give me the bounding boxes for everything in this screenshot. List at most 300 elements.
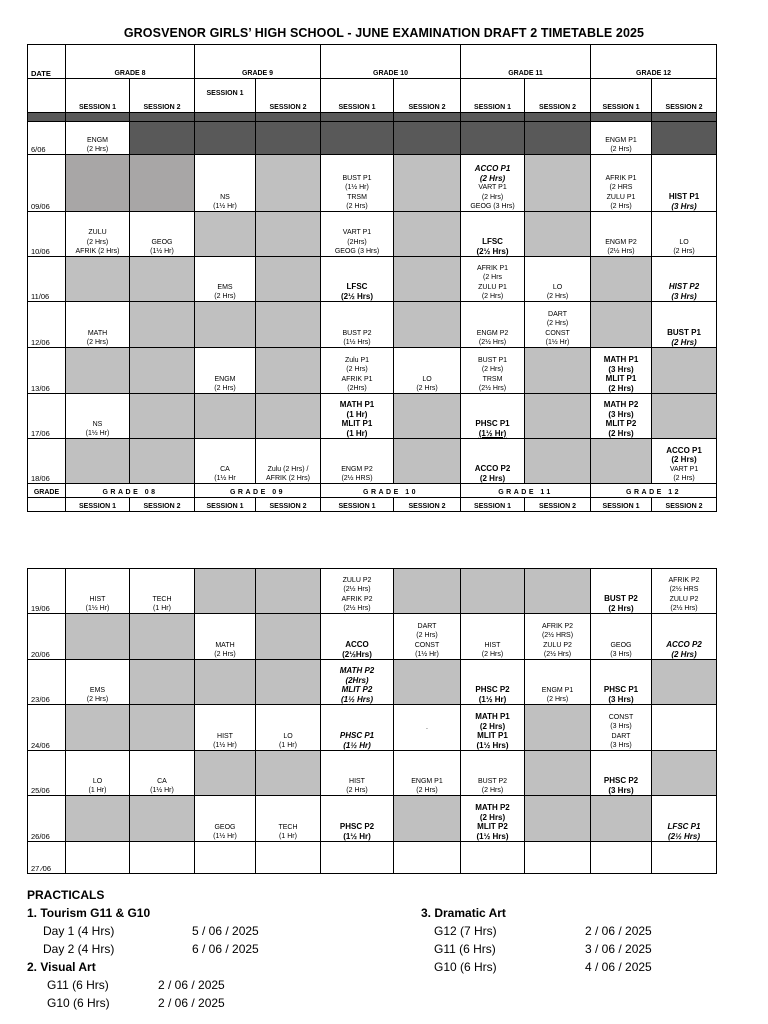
cell-line: PHSC P2 <box>475 685 510 694</box>
cell-line: EMS <box>217 283 233 291</box>
cell-line: Zulu P1 <box>344 357 370 365</box>
tourism-day1-date: 5 / 06 / 2025 <box>192 924 259 938</box>
visual-art-title: 2. Visual Art <box>27 960 96 974</box>
cell-g8-s2 <box>130 212 195 257</box>
cell-g12-s2 <box>652 257 717 302</box>
cell-line: (3 Hrs) <box>608 364 634 374</box>
cell-line: ZULU P2 <box>543 641 572 649</box>
cell-line: LFSC <box>346 282 368 291</box>
cell-g10-s2 <box>394 155 461 212</box>
cell-line: NS <box>92 420 103 428</box>
dramatic-art-g10-label: G10 (6 Hrs) <box>434 960 497 974</box>
cell-line: (2 Hrs) <box>546 695 569 703</box>
cell-g8-s1 <box>66 348 130 394</box>
row-date: 19/06 <box>28 569 66 614</box>
cell-g10-s1 <box>321 212 394 257</box>
cell-line: HIST <box>217 732 233 740</box>
cell-line: (2 Hrs) <box>546 320 569 328</box>
cell-line: (2Hrs) <box>347 384 367 392</box>
cell-g11-s1 <box>461 439 525 484</box>
cell-g8-s1 <box>66 155 130 212</box>
cell-line: ZULU P1 <box>606 193 636 201</box>
row-date: 20/06 <box>28 614 66 660</box>
cell-line: (2½ HRS <box>669 586 699 594</box>
cell-line: (2½ Hrs) <box>667 831 700 841</box>
row-date: 6/06 <box>28 122 66 155</box>
cell-line: CONST <box>545 329 570 337</box>
cell-g11-s2 <box>525 439 591 484</box>
cell-line: DART <box>611 732 631 740</box>
cell-g12-s1 <box>591 155 652 212</box>
tourism-day2-date: 6 / 06 / 2025 <box>192 942 259 956</box>
cell-g11-s2 <box>525 212 591 257</box>
cell-g11-s1 <box>461 122 525 155</box>
table-row <box>28 155 717 212</box>
cell-g9-s2 <box>256 302 321 348</box>
cell-line: (1½ Hr) <box>213 832 237 840</box>
cell-g11-s1 <box>461 569 525 614</box>
footer-g9-s2: SESSION 2 <box>256 498 321 512</box>
cell-g11-s2 <box>525 155 591 212</box>
cell-g9-s2 <box>256 569 321 614</box>
dramatic-art-g11-date: 3 / 06 / 2025 <box>585 942 652 956</box>
cell-line: (2 Hrs) <box>416 384 438 392</box>
cell-g10-s1 <box>321 122 394 155</box>
cell-line: ACCO P2 <box>474 464 511 473</box>
cell-line: VART P1 <box>669 465 699 473</box>
dramatic-art-g11-label: G11 (6 Hrs) <box>434 942 496 956</box>
visual-art-g11-date: 2 / 06 / 2025 <box>158 978 225 992</box>
cell-line: TECH <box>152 595 172 603</box>
cell-g8-s1 <box>66 439 130 484</box>
cell-line: PHSC P2 <box>339 822 375 831</box>
cell-g8-s2 <box>130 751 195 796</box>
row-date: 12/06 <box>28 302 66 348</box>
row-date: 17/06 <box>28 394 66 439</box>
cell-line: (2 Hrs) <box>479 721 506 731</box>
cell-g11-s1 <box>461 842 525 874</box>
cell-g8-s2 <box>130 614 195 660</box>
cell-line: (1½ Hrs) <box>343 338 371 346</box>
cell-line: CONST <box>608 714 634 722</box>
cell-g11-s2 <box>525 796 591 842</box>
cell-g12-s2 <box>652 842 717 874</box>
cell-line: MLIT P1 <box>477 731 508 740</box>
cell-g10-s1 <box>321 751 394 796</box>
footer-g12-s2: SESSION 2 <box>652 498 717 512</box>
g10-session-1: SESSION 1 <box>321 79 394 113</box>
cell-line: (2 Hrs) <box>481 193 504 201</box>
cell-g10-s1 <box>321 302 394 348</box>
cell-line: LO <box>92 777 103 785</box>
cell-g9-s2 <box>256 614 321 660</box>
row-date: 10/06 <box>28 212 66 257</box>
cell-g11-s2 <box>525 257 591 302</box>
cell-g12-s1 <box>591 302 652 348</box>
tourism-title: 1. Tourism G11 & G10 <box>27 906 151 920</box>
cell-line: (1 Hr) <box>88 786 107 794</box>
cell-line: DART <box>417 623 437 631</box>
cell-line: (2 Hrs) <box>608 383 634 393</box>
cell-g12-s2 <box>652 394 717 439</box>
cell-line: MLIT P2 <box>477 822 508 831</box>
cell-g12-s1 <box>591 660 652 705</box>
footer-g9-s1: SESSION 1 <box>195 498 256 512</box>
cell-line: (2 Hrs) <box>86 238 109 246</box>
cell-g8-s1 <box>66 660 130 705</box>
footer-g12-s1: SESSION 1 <box>591 498 652 512</box>
cell-line: NS <box>220 193 230 201</box>
cell-line: MATH P1 <box>603 355 639 364</box>
cell-line: (2 Hrs) <box>479 173 506 183</box>
cell-line: MATH P2 <box>603 400 639 409</box>
cell-line: CONST <box>414 641 440 649</box>
dramatic-art-title: 3. Dramatic Art <box>421 906 506 920</box>
table-row <box>28 705 717 751</box>
cell-g12-s1 <box>591 705 652 751</box>
cell-line: (1 Hr) <box>346 428 368 438</box>
cell-g9-s1 <box>195 705 256 751</box>
cell-line: ZULU <box>88 229 107 237</box>
visual-art-g10-label: G10 (6 Hrs) <box>47 996 110 1010</box>
cell-line: (2 Hrs) <box>214 650 236 658</box>
cell-g12-s2 <box>652 705 717 751</box>
cell-line: BUST P1 <box>342 175 372 183</box>
cell-line: AFRIK P2 <box>668 577 700 585</box>
cell-g12-s1 <box>591 394 652 439</box>
cell-g9-s1 <box>195 212 256 257</box>
cell-g11-s1 <box>461 660 525 705</box>
cell-line: LO <box>283 732 293 740</box>
cell-g9-s1 <box>195 155 256 212</box>
cell-g9-s1 <box>195 796 256 842</box>
cell-line: PHSC P1 <box>603 685 639 694</box>
cell-line: (1½ Hr) <box>343 831 371 841</box>
cell-line: (1½ Hrs) <box>476 740 509 750</box>
timetable-part-1 <box>27 44 717 512</box>
cell-line: LO <box>552 283 563 291</box>
table-row <box>28 212 717 257</box>
row-date: 18/06 <box>28 439 66 484</box>
g9-session-2: SESSION 2 <box>256 79 321 113</box>
cell-line: (2 Hrs) <box>346 786 368 794</box>
cell-g11-s1 <box>461 705 525 751</box>
cell-line: (3 Hrs) <box>671 201 697 211</box>
practicals-heading: PRACTICALS <box>27 888 105 902</box>
cell-line: MLIT P2 <box>605 419 637 428</box>
cell-g12-s1 <box>591 751 652 796</box>
cell-line: MLIT P1 <box>341 419 373 428</box>
cell-g8-s2 <box>130 348 195 394</box>
cell-g9-s1 <box>195 439 256 484</box>
table-row <box>28 796 717 842</box>
cell-line: (1½ Hr) <box>345 184 369 192</box>
cell-line: (1 Hr) <box>279 741 297 749</box>
cell-g12-s1 <box>591 796 652 842</box>
cell-line: ACCO <box>345 640 369 649</box>
cell-g11-s2 <box>525 842 591 874</box>
cell-g12-s2 <box>652 122 717 155</box>
cell-g9-s2 <box>256 439 321 484</box>
cell-line: (2 Hrs) <box>479 812 506 822</box>
cell-line: (2 Hrs) <box>481 650 504 658</box>
cell-line: HIST P1 <box>668 192 700 201</box>
row-date: 27 ⁄06 <box>28 842 66 874</box>
cell-g12-s1 <box>591 122 652 155</box>
cell-line: (2 Hrs) <box>479 473 506 483</box>
cell-g10-s2 <box>394 569 461 614</box>
cell-line: (2 Hrs <box>482 274 503 282</box>
cell-line: TRSM <box>347 193 367 201</box>
cell-g8-s2 <box>130 302 195 348</box>
cell-line: (1½ Hr <box>214 474 236 482</box>
cell-line: (1½ Hr) <box>415 650 439 658</box>
cell-line: (2 Hrs) <box>416 632 438 640</box>
cell-line: MATH <box>87 329 108 337</box>
cell-g10-s1 <box>321 569 394 614</box>
cell-g12-s1 <box>591 569 652 614</box>
cell-line: GEOG (3 Hrs) <box>470 202 515 210</box>
separator-row <box>28 113 717 122</box>
cell-line: ENGM P1 <box>411 777 443 785</box>
cell-line: (2 Hrs) <box>214 384 236 392</box>
cell-line: GEOG <box>610 641 632 649</box>
cell-g8-s2 <box>130 705 195 751</box>
cell-g9-s2 <box>256 257 321 302</box>
cell-line: (1 Hr) <box>153 604 171 612</box>
row-date: 13/06 <box>28 348 66 394</box>
cell-g9-s1 <box>195 660 256 705</box>
cell-line: AFRIK P1 <box>341 375 373 383</box>
cell-line: ACCO P1 <box>474 164 511 174</box>
cell-line: LFSC <box>482 237 503 246</box>
cell-line: AFRIK P1 <box>476 265 509 273</box>
cell-line: TECH <box>278 823 298 831</box>
cell-line: (2 Hrs) <box>608 603 634 613</box>
cell-g8-s2 <box>130 122 195 155</box>
cell-line: ZULU P1 <box>478 283 507 291</box>
table-row <box>28 394 717 439</box>
footer-grade-11: GRADE 11 <box>461 484 591 498</box>
cell-line: PHSC P2 <box>603 776 639 785</box>
cell-g11-s2 <box>525 751 591 796</box>
footer-grade-12: GRADE 12 <box>591 484 717 498</box>
cell-g10-s1 <box>321 394 394 439</box>
cell-line: VART P1 <box>478 184 507 192</box>
tourism-day2-label: Day 2 (4 Hrs) <box>43 942 115 956</box>
cell-line: (1½ Hr) <box>478 428 507 438</box>
cell-line: (2 Hrs) <box>610 145 632 153</box>
cell-g9-s2 <box>256 212 321 257</box>
cell-line: HIST <box>89 595 106 603</box>
cell-line: AFRIK P2 <box>541 623 574 631</box>
cell-line: . <box>426 723 428 731</box>
cell-line: (2 Hrs) <box>671 455 697 465</box>
cell-line: ENGM P2 <box>605 238 637 246</box>
cell-line: ZULU P2 <box>342 577 372 585</box>
cell-g11-s1 <box>461 796 525 842</box>
cell-g10-s2 <box>394 439 461 484</box>
cell-g12-s2 <box>652 660 717 705</box>
cell-g8-s1 <box>66 122 130 155</box>
row-date: 11/06 <box>28 257 66 302</box>
cell-line: (2½ Hrs) <box>670 604 698 612</box>
cell-g12-s2 <box>652 796 717 842</box>
cell-line: BUST P2 <box>604 594 638 603</box>
g11-session-1: SESSION 1 <box>461 79 525 113</box>
cell-line: MATH P2 <box>475 803 510 812</box>
cell-line: EMS <box>89 686 106 694</box>
cell-g8-s1 <box>66 257 130 302</box>
cell-g10-s2 <box>394 122 461 155</box>
cell-g10-s1 <box>321 257 394 302</box>
grade-9-header: GRADE 9 <box>195 45 321 79</box>
cell-g8-s2 <box>130 439 195 484</box>
date-header: DATE <box>28 45 66 79</box>
cell-line: LFSC P1 <box>667 822 701 831</box>
cell-g9-s1 <box>195 842 256 874</box>
cell-g10-s2 <box>394 842 461 874</box>
cell-g12-s2 <box>652 155 717 212</box>
table-row <box>28 842 717 874</box>
cell-g8-s2 <box>130 257 195 302</box>
table-row <box>28 751 717 796</box>
cell-line: DART <box>548 311 567 319</box>
cell-g11-s1 <box>461 751 525 796</box>
cell-line: (3 Hrs) <box>608 409 634 419</box>
cell-g9-s2 <box>256 122 321 155</box>
cell-line: MATH P1 <box>339 400 375 409</box>
cell-line: MLIT P2 <box>341 685 373 694</box>
row-date: 25/06 <box>28 751 66 796</box>
cell-line: PHSC P1 <box>339 731 375 740</box>
timetable-part-1-body <box>28 122 717 484</box>
cell-g10-s2 <box>394 257 461 302</box>
cell-g11-s1 <box>461 155 525 212</box>
cell-line: ENGM <box>87 136 108 144</box>
cell-line: (2½ Hrs) <box>476 246 509 256</box>
cell-line: (2 Hrs) <box>671 337 697 347</box>
cell-line: (1½ Hr) <box>213 741 237 749</box>
cell-g11-s1 <box>461 614 525 660</box>
cell-line: (1 Hr) <box>346 409 368 419</box>
cell-g12-s2 <box>652 302 717 348</box>
row-date: 24/06 <box>28 705 66 751</box>
g12-session-1: SESSION 1 <box>591 79 652 113</box>
cell-line: (2 Hrs) <box>481 292 504 300</box>
cell-g10-s1 <box>321 796 394 842</box>
cell-g10-s2 <box>394 705 461 751</box>
visual-art-g11-label: G11 (6 Hrs) <box>47 978 109 992</box>
cell-line: PHSC P1 <box>475 419 510 428</box>
cell-line: ZULU P2 <box>669 595 699 603</box>
cell-line: ENGM P1 <box>541 686 574 694</box>
cell-line: GEOG <box>151 238 173 246</box>
practicals-section <box>27 886 259 1012</box>
footer-g8-s2: SESSION 2 <box>130 498 195 512</box>
cell-line: MATH <box>215 641 235 649</box>
cell-line: BUST P1 <box>667 328 701 337</box>
g9-session-1: SESSION 1 <box>195 79 256 113</box>
cell-line: (3 Hrs) <box>608 785 634 795</box>
cell-g11-s1 <box>461 212 525 257</box>
cell-g8-s2 <box>130 660 195 705</box>
cell-line: AFRIK P1 <box>605 175 637 183</box>
cell-line: LO <box>679 238 689 246</box>
cell-line: (2Hrs) <box>345 675 369 685</box>
cell-g9-s2 <box>256 155 321 212</box>
footer-g11-s2: SESSION 2 <box>525 498 591 512</box>
cell-g12-s1 <box>591 212 652 257</box>
cell-g12-s2 <box>652 212 717 257</box>
cell-line: (2½ Hrs) <box>607 247 635 255</box>
cell-line: TRSM <box>482 375 503 383</box>
cell-line: (2 Hrs) <box>86 338 109 346</box>
footer-g10-s1: SESSION 1 <box>321 498 394 512</box>
cell-line: BUST P2 <box>342 329 372 337</box>
cell-g9-s1 <box>195 122 256 155</box>
cell-line: ENGM P1 <box>605 136 637 144</box>
g8-session-1: SESSION 1 <box>66 79 130 113</box>
cell-g12-s1 <box>591 842 652 874</box>
cell-g9-s1 <box>195 348 256 394</box>
cell-g10-s2 <box>394 302 461 348</box>
cell-g9-s2 <box>256 796 321 842</box>
cell-g11-s2 <box>525 302 591 348</box>
cell-line: (1½ Hr) <box>545 338 570 346</box>
cell-line: (2 Hrs) <box>214 292 236 300</box>
cell-line: ENGM P2 <box>476 329 509 337</box>
timetable-part-2 <box>27 568 717 874</box>
footer-blank <box>28 498 66 512</box>
g10-session-2: SESSION 2 <box>394 79 461 113</box>
table-row <box>28 348 717 394</box>
cell-line: (2 Hrs) <box>673 474 695 482</box>
cell-line: (2 Hrs) <box>671 649 697 659</box>
cell-line: ACCO P2 <box>666 640 702 649</box>
table-row <box>28 122 717 155</box>
cell-g12-s1 <box>591 439 652 484</box>
cell-g9-s2 <box>256 842 321 874</box>
cell-line: (2 Hrs) <box>610 202 632 210</box>
dramatic-art-section <box>421 904 721 976</box>
cell-g11-s1 <box>461 257 525 302</box>
cell-g12-s1 <box>591 257 652 302</box>
cell-line: (3 Hrs) <box>610 741 632 749</box>
cell-line: (2Hrs) <box>347 238 367 246</box>
cell-g8-s1 <box>66 212 130 257</box>
cell-line: AFRIK P2 <box>341 595 373 603</box>
visual-art-g10-date: 2 / 06 / 2025 <box>158 996 225 1010</box>
cell-g11-s2 <box>525 394 591 439</box>
cell-g11-s2 <box>525 569 591 614</box>
cell-g11-s2 <box>525 660 591 705</box>
footer-g8-s1: SESSION 1 <box>66 498 130 512</box>
cell-g10-s1 <box>321 705 394 751</box>
cell-g9-s2 <box>256 348 321 394</box>
cell-line: (2 Hrs) <box>481 366 504 374</box>
cell-line: (2 Hrs) <box>346 366 368 374</box>
cell-g8-s2 <box>130 394 195 439</box>
cell-line: MATH P2 <box>339 666 375 675</box>
cell-g8-s2 <box>130 796 195 842</box>
cell-line: Zulu (2 Hrs) / <box>267 465 309 473</box>
cell-g10-s1 <box>321 842 394 874</box>
cell-line: (1½ Hrs) <box>340 694 373 704</box>
cell-line: (1½ Hr) <box>343 740 371 750</box>
cell-line: HIST <box>349 777 365 785</box>
cell-line: (2 Hrs) <box>346 202 368 210</box>
